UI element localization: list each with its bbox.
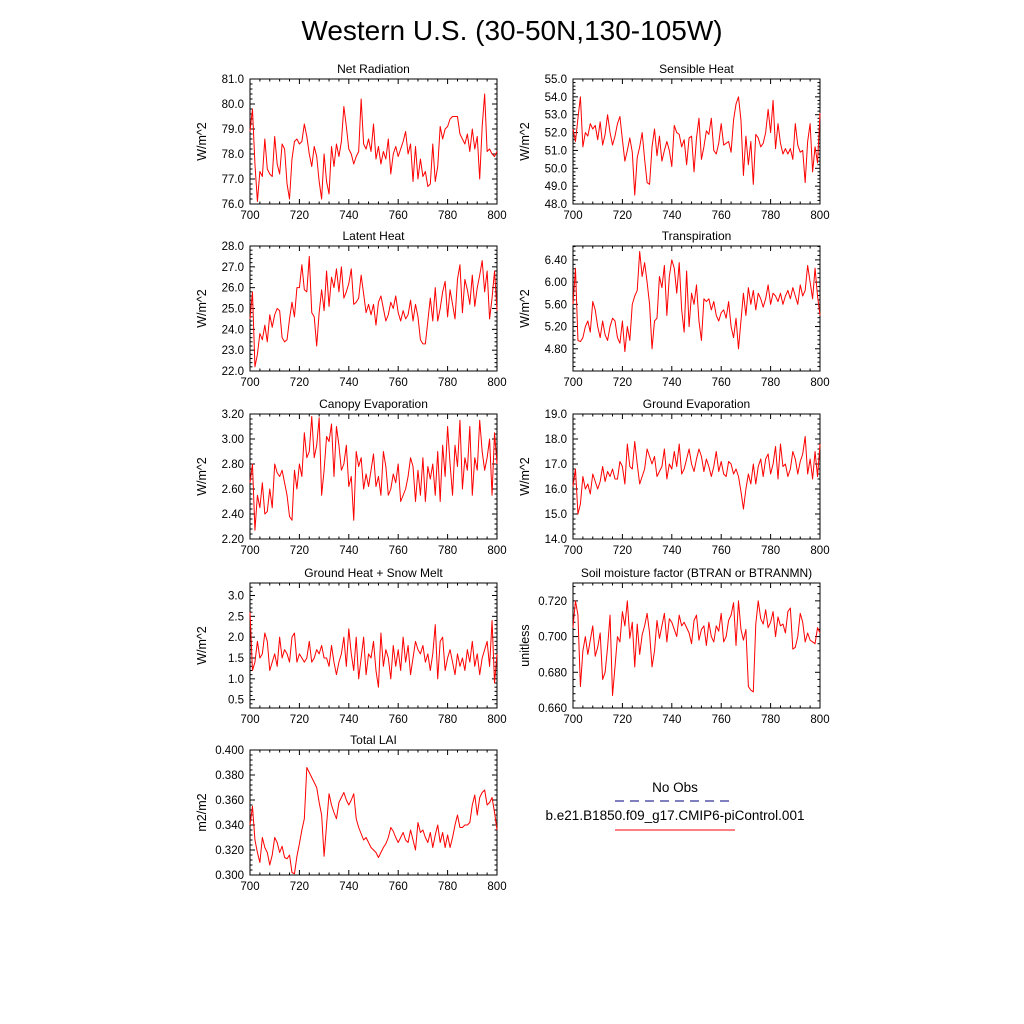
chart-panel-4 xyxy=(195,397,507,557)
plot-frame xyxy=(250,750,497,875)
x-tick-label: 760 xyxy=(388,210,408,222)
x-tick-label: 760 xyxy=(388,714,408,726)
y-tick-label: 51.0 xyxy=(544,145,567,158)
y-tick-label: 50.0 xyxy=(544,163,567,176)
x-tick-label: 700 xyxy=(240,545,260,557)
x-tick-label: 720 xyxy=(289,377,309,389)
legend xyxy=(546,780,805,830)
y-tick-label: 2.5 xyxy=(228,611,244,624)
x-tick-label: 760 xyxy=(388,377,408,389)
y-tick-label: 17.0 xyxy=(544,459,567,471)
y-tick-label: 3.20 xyxy=(221,409,244,421)
panels xyxy=(195,62,830,893)
y-tick-label: 2.20 xyxy=(221,534,244,546)
chart-panel-7 xyxy=(518,566,830,726)
plot-frame xyxy=(573,246,820,371)
y-tick-label: 19.0 xyxy=(544,409,567,421)
chart-panel-5 xyxy=(518,397,830,557)
y-tick-label: 80.0 xyxy=(221,99,244,111)
figure-title: Western U.S. (30-50N,130-105W) xyxy=(301,15,723,46)
x-tick-label: 700 xyxy=(240,714,260,726)
y-tick-label: 2.60 xyxy=(221,484,244,496)
panel-title: Transpiration xyxy=(661,229,732,243)
y-tick-label: 14.0 xyxy=(544,534,567,546)
panel-title: Canopy Evaporation xyxy=(319,397,428,411)
y-tick-label: 0.680 xyxy=(538,667,567,680)
y-tick-label: 2.40 xyxy=(221,509,244,521)
series-line xyxy=(250,94,497,202)
y-tick-label: 0.360 xyxy=(215,795,244,807)
x-tick-label: 760 xyxy=(711,377,731,389)
y-axis-label: W/m^2 xyxy=(195,122,209,161)
x-tick-label: 720 xyxy=(289,545,309,557)
y-axis-label: m2/m2 xyxy=(195,793,209,832)
y-axis-label: W/m^2 xyxy=(518,289,532,328)
x-tick-label: 780 xyxy=(761,377,781,389)
y-tick-label: 0.320 xyxy=(215,845,244,857)
chart-panel-1 xyxy=(518,62,830,222)
plot-frame xyxy=(573,583,820,708)
x-tick-label: 700 xyxy=(240,377,260,389)
series-line xyxy=(573,437,820,515)
y-tick-label: 6.00 xyxy=(544,277,567,290)
x-tick-label: 760 xyxy=(711,210,731,222)
series-line xyxy=(573,601,820,696)
y-axis-label: W/m^2 xyxy=(195,626,209,665)
x-tick-label: 760 xyxy=(388,545,408,557)
series-line xyxy=(250,768,497,874)
x-tick-label: 740 xyxy=(662,210,682,222)
y-tick-label: 77.0 xyxy=(221,174,244,186)
panel-title: Net Radiation xyxy=(337,62,410,76)
x-tick-label: 780 xyxy=(761,210,781,222)
y-tick-label: 81.0 xyxy=(221,74,244,86)
x-tick-label: 720 xyxy=(612,714,632,726)
x-tick-label: 800 xyxy=(810,210,830,222)
y-tick-label: 0.300 xyxy=(215,870,244,882)
x-tick-label: 780 xyxy=(438,377,458,389)
x-tick-label: 780 xyxy=(438,714,458,726)
y-tick-label: 2.0 xyxy=(228,632,244,645)
series-line xyxy=(250,417,497,531)
y-tick-label: 54.0 xyxy=(544,91,567,104)
y-tick-label: 76.0 xyxy=(221,199,244,211)
y-axis-label: W/m^2 xyxy=(518,457,532,496)
y-tick-label: 0.340 xyxy=(215,820,244,832)
x-tick-label: 700 xyxy=(563,714,583,726)
y-tick-label: 22.0 xyxy=(221,366,244,378)
x-tick-label: 800 xyxy=(487,210,507,222)
x-tick-label: 720 xyxy=(612,210,632,222)
panel-title: Ground Evaporation xyxy=(642,397,751,411)
x-tick-label: 720 xyxy=(289,210,309,222)
y-tick-label: 26.0 xyxy=(221,282,244,295)
panel-title: Soil moisture factor (BTRAN or BTRANMN) xyxy=(580,566,813,580)
y-tick-label: 1.5 xyxy=(228,653,244,665)
panel-title: Latent Heat xyxy=(342,229,405,243)
y-tick-label: 48.0 xyxy=(544,199,567,211)
y-tick-label: 0.400 xyxy=(215,745,244,757)
x-tick-label: 700 xyxy=(563,377,583,389)
legend-model-label: b.e21.B1850.f09_g17.CMIP6-piControl.001 xyxy=(545,808,805,823)
x-tick-label: 700 xyxy=(563,210,583,222)
y-tick-label: 18.0 xyxy=(544,434,567,446)
y-tick-label: 55.0 xyxy=(544,74,567,86)
x-tick-label: 800 xyxy=(487,714,507,726)
y-tick-label: 0.380 xyxy=(215,770,244,782)
y-tick-label: 0.660 xyxy=(538,703,567,715)
series-line xyxy=(250,612,497,687)
x-tick-label: 740 xyxy=(339,714,359,726)
x-tick-label: 800 xyxy=(810,545,830,557)
y-tick-label: 0.5 xyxy=(228,694,244,707)
y-tick-label: 4.80 xyxy=(544,343,567,356)
y-tick-label: 15.0 xyxy=(544,509,567,521)
x-tick-label: 720 xyxy=(289,714,309,726)
y-tick-label: 0.720 xyxy=(538,595,567,608)
y-tick-label: 27.0 xyxy=(221,261,244,274)
panel-title: Sensible Heat xyxy=(659,62,734,76)
x-tick-label: 800 xyxy=(487,881,507,893)
y-tick-label: 24.0 xyxy=(221,324,244,337)
x-tick-label: 740 xyxy=(662,377,682,389)
y-tick-label: 53.0 xyxy=(544,109,567,122)
panel-title: Total LAI xyxy=(350,733,397,747)
panel-title: Ground Heat + Snow Melt xyxy=(304,566,443,580)
chart-panel-3 xyxy=(518,229,830,389)
x-tick-label: 800 xyxy=(487,545,507,557)
x-tick-label: 700 xyxy=(240,210,260,222)
x-tick-label: 800 xyxy=(810,714,830,726)
x-tick-label: 780 xyxy=(438,545,458,557)
y-tick-label: 78.0 xyxy=(221,149,244,161)
y-axis-label: unitless xyxy=(518,624,532,667)
x-tick-label: 760 xyxy=(388,881,408,893)
x-tick-label: 740 xyxy=(339,210,359,222)
x-tick-label: 720 xyxy=(289,881,309,893)
y-tick-label: 3.00 xyxy=(221,434,244,446)
y-tick-label: 0.700 xyxy=(538,631,567,644)
y-tick-label: 16.0 xyxy=(544,484,567,496)
x-tick-label: 760 xyxy=(711,545,731,557)
y-tick-label: 6.40 xyxy=(544,254,567,267)
y-tick-label: 2.80 xyxy=(221,459,244,471)
legend-obs-label: No Obs xyxy=(652,780,698,795)
x-tick-label: 700 xyxy=(240,881,260,893)
y-tick-label: 79.0 xyxy=(221,124,244,136)
x-tick-label: 780 xyxy=(761,545,781,557)
chart-panel-8 xyxy=(195,733,507,893)
y-tick-label: 3.0 xyxy=(228,590,244,603)
x-tick-label: 720 xyxy=(612,545,632,557)
x-tick-label: 740 xyxy=(339,881,359,893)
x-tick-label: 740 xyxy=(339,545,359,557)
chart-panel-0 xyxy=(195,62,507,222)
y-tick-label: 23.0 xyxy=(221,345,244,358)
x-tick-label: 780 xyxy=(438,881,458,893)
y-axis-label: W/m^2 xyxy=(195,289,209,328)
x-tick-label: 800 xyxy=(810,377,830,389)
x-tick-label: 740 xyxy=(339,377,359,389)
chart-panel-2 xyxy=(195,229,507,389)
y-tick-label: 25.0 xyxy=(221,303,244,316)
x-tick-label: 800 xyxy=(487,377,507,389)
series-line xyxy=(250,256,497,366)
series-line xyxy=(573,97,820,195)
x-tick-label: 760 xyxy=(711,714,731,726)
x-tick-label: 780 xyxy=(761,714,781,726)
x-tick-label: 740 xyxy=(662,545,682,557)
x-tick-label: 700 xyxy=(563,545,583,557)
y-tick-label: 5.60 xyxy=(544,299,567,312)
y-tick-label: 49.0 xyxy=(544,181,567,194)
y-tick-label: 28.0 xyxy=(221,241,244,253)
y-axis-label: W/m^2 xyxy=(195,457,209,496)
y-tick-label: 1.0 xyxy=(228,673,244,686)
chart-panel-6 xyxy=(195,566,507,726)
y-tick-label: 5.20 xyxy=(544,321,567,334)
series-line xyxy=(573,252,820,352)
x-tick-label: 720 xyxy=(612,377,632,389)
x-tick-label: 740 xyxy=(662,714,682,726)
x-tick-label: 780 xyxy=(438,210,458,222)
y-tick-label: 52.0 xyxy=(544,127,567,140)
y-axis-label: W/m^2 xyxy=(518,122,532,161)
